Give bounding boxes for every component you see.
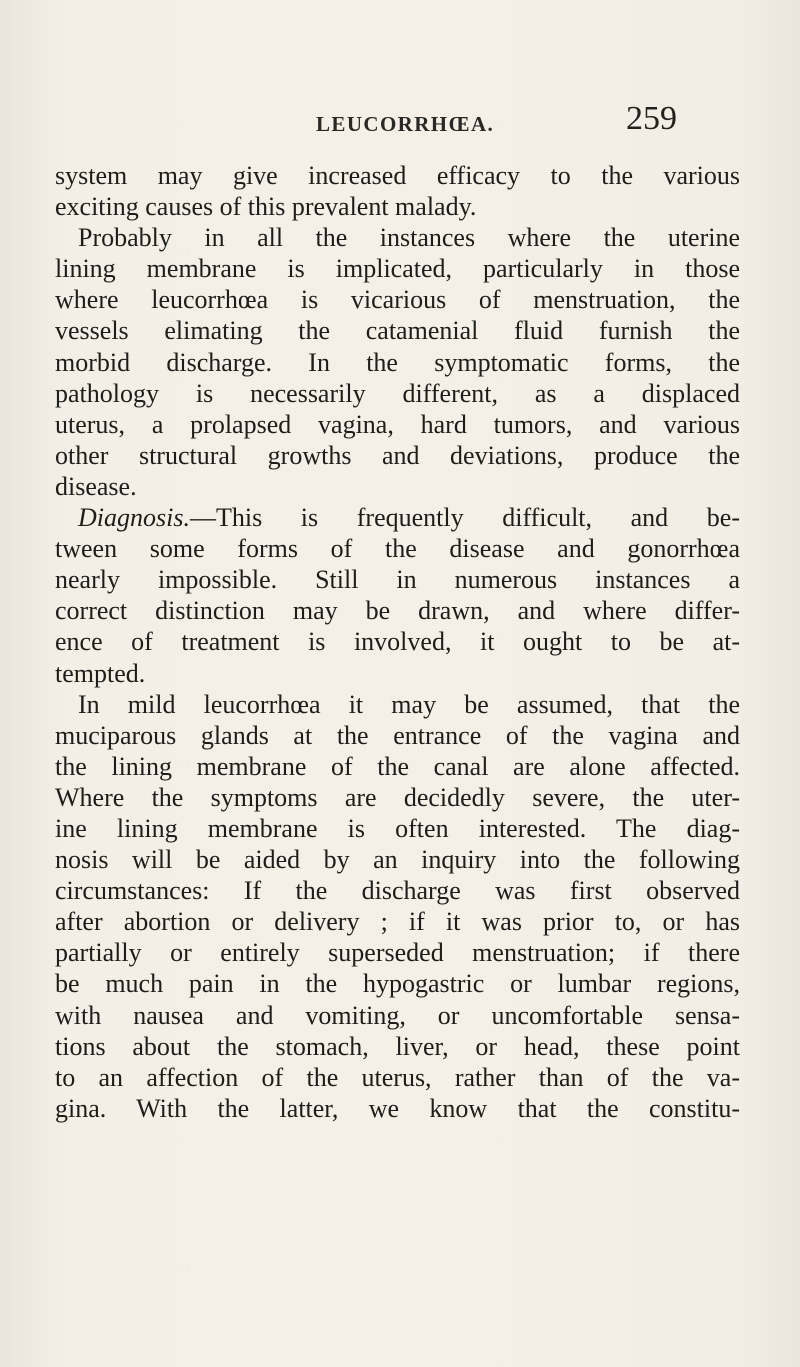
line-text: morbid discharge. In the symptomatic forms, the	[55, 347, 740, 377]
line-text: ence of treatment is involved, it ought to be at-	[55, 627, 740, 657]
line-text: circumstances: If the discharge was first observed	[55, 876, 740, 906]
line-text: other structural growths and deviations, produce the	[55, 440, 740, 470]
line-text: nosis will be aided by an inquiry into the following	[55, 845, 740, 875]
running-title: LEUCORRHŒA.	[316, 112, 495, 136]
text-line	[55, 751, 740, 782]
text-line	[55, 160, 740, 191]
line-text: lining membrane is implicated, particularly in those	[55, 254, 740, 284]
line-text: to an affection of the uterus, rather than of the va-	[55, 1062, 740, 1092]
text-line	[55, 564, 740, 595]
page-number: 259	[626, 100, 677, 137]
line-text: tions about the stomach, liver, or head, these point	[55, 1031, 740, 1061]
text-line	[55, 595, 740, 626]
line-text: partially or entirely superseded menstruation; if there	[55, 938, 740, 968]
text-line	[55, 658, 740, 689]
text-line	[55, 222, 740, 253]
body-text	[55, 160, 740, 1124]
text-line	[55, 502, 740, 533]
line-text: gina. With the latter, we know that the constitu-	[55, 1093, 740, 1123]
text-line	[55, 1062, 740, 1093]
line-text: exciting causes of this prevalent malady.	[55, 192, 477, 222]
text-line	[55, 378, 740, 409]
line-text: with nausea and vomiting, or uncomfortable sensa-	[55, 1000, 740, 1030]
line-text: Where the symptoms are decidedly severe, the uter-	[55, 782, 740, 812]
text-line	[55, 533, 740, 564]
line-text: pathology is necessarily different, as a displaced	[55, 378, 740, 408]
text-line	[55, 844, 740, 875]
line-text: be much pain in the hypogastric or lumbar regions,	[55, 969, 740, 999]
running-head	[0, 96, 800, 136]
text-line	[55, 875, 740, 906]
text-line	[55, 689, 740, 720]
text-line	[55, 720, 740, 751]
line-text: vessels elimating the catamenial fluid furnish the	[55, 316, 740, 346]
text-line	[55, 284, 740, 315]
text-line	[55, 782, 740, 813]
text-line	[55, 440, 740, 471]
text-line	[55, 471, 740, 502]
text-line	[55, 968, 740, 999]
text-line	[55, 813, 740, 844]
text-line	[55, 347, 740, 378]
line-text: disease.	[55, 471, 137, 501]
text-line	[55, 906, 740, 937]
line-text: muciparous glands at the entrance of the vagina and	[55, 720, 740, 750]
text-line	[55, 1031, 740, 1062]
text-line	[55, 191, 740, 222]
section-heading: Diagnosis.	[78, 503, 190, 533]
text-line	[55, 409, 740, 440]
text-line	[55, 253, 740, 284]
text-line	[55, 626, 740, 657]
line-text: tween some forms of the disease and gonorrhœa	[55, 534, 740, 564]
line-text: where leucorrhœa is vicarious of menstruation, the	[55, 285, 740, 315]
line-text: ine lining membrane is often interested. The diag-	[55, 813, 740, 843]
line-text: uterus, a prolapsed vagina, hard tumors, and various	[55, 409, 740, 439]
line-text: In mild leucorrhœa it may be assumed, that the	[78, 689, 740, 719]
line-text: nearly impossible. Still in numerous instances a	[55, 565, 740, 595]
line-text: Probably in all the instances where the uterine	[78, 223, 740, 253]
text-line	[55, 315, 740, 346]
text-line	[55, 1000, 740, 1031]
line-text: tempted.	[55, 658, 146, 688]
line-text: system may give increased efficacy to the various	[55, 161, 740, 190]
line-text: the lining membrane of the canal are alone affected.	[55, 751, 740, 781]
line-text: —This is frequently difficult, and be-	[189, 503, 740, 533]
text-line	[55, 1093, 740, 1124]
line-text: after abortion or delivery ; if it was prior to, or has	[55, 907, 740, 937]
line-text: correct distinction may be drawn, and where differ-	[55, 596, 740, 626]
text-line	[55, 937, 740, 968]
